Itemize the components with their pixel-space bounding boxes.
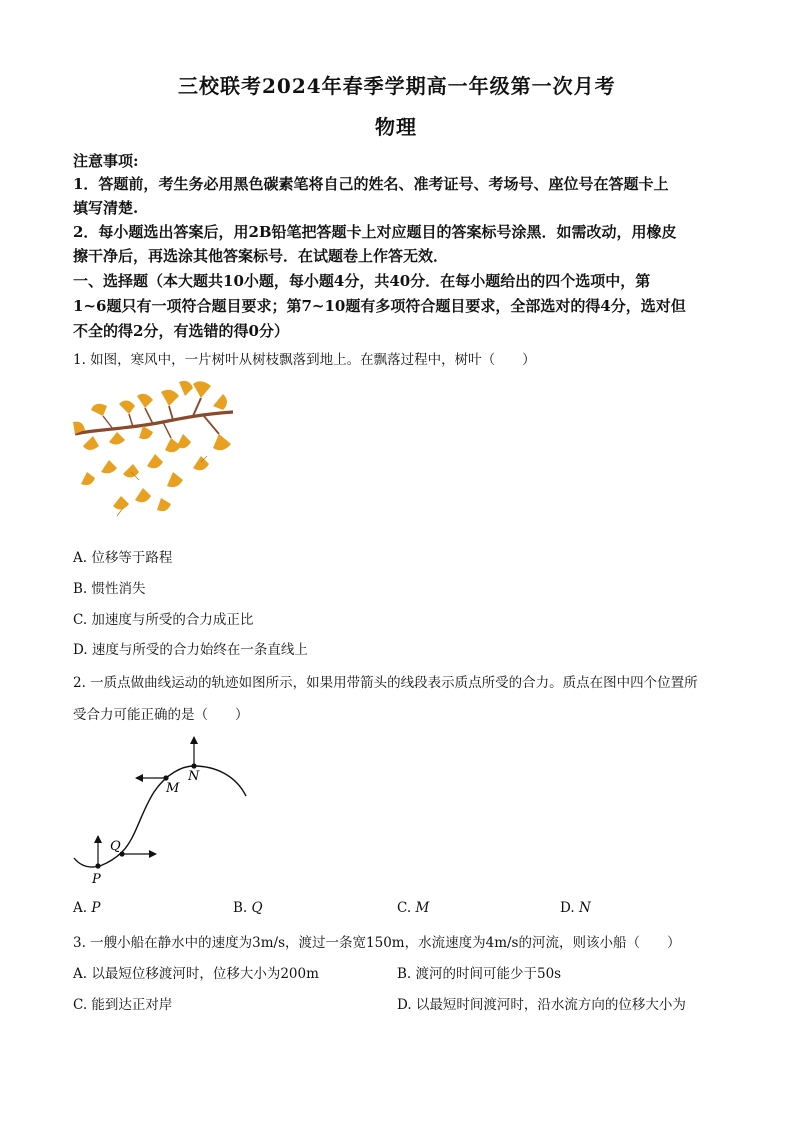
q3-option-d: D. 以最短时间渡河时，沿水流方向的位移大小为 xyxy=(397,997,686,1013)
q1-option-b: B. 惯性消失 xyxy=(73,581,146,597)
label-m: M xyxy=(166,781,180,796)
q2-option-d: D. N xyxy=(560,900,591,916)
section-1-line-1: 一、选择题（本大题共10小题，每小题4分，共40分．在每小题给出的四个选项中，第 xyxy=(73,272,651,290)
notice-item-1-line-1: 1．答题前，考生务必用黑色碳素笔将自己的姓名、准考证号、考场号、座位号在答题卡上 xyxy=(73,175,669,193)
notice-item-2-line-2: 擦干净后，再选涂其他答案标号．在试题卷上作答无效． xyxy=(73,247,449,265)
q1-option-c: C. 加速度与所受的合力成正比 xyxy=(73,612,254,628)
q2-stem-line-1: 2. 一质点做曲线运动的轨迹如图所示，如果用带箭头的线段表示质点所受的合力。质点在图中四个位置所 xyxy=(73,675,698,691)
notice-item-2-line-1: 2．每小题选出答案后，用2B铅笔把答题卡上对应题目的答案标号涂黑．如需改动，用橡皮 xyxy=(73,223,677,241)
section-1-line-2: 1~6题只有一项符合题目要求；第7~10题有多项符合题目要求，全部选对的得4分，选对但 xyxy=(73,297,686,315)
q2-option-b: B. Q xyxy=(233,900,263,916)
q3-option-b: B. 渡河的时间可能少于50s xyxy=(397,966,562,982)
subject-title: 物理 xyxy=(375,115,417,139)
q2-option-c: C. M xyxy=(397,900,430,916)
notice-heading: 注意事项: xyxy=(73,152,139,170)
q3-option-c: C. 能到达正对岸 xyxy=(73,997,173,1013)
label-n: N xyxy=(188,769,200,784)
section-1-line-3: 不全的得2分，有选错的得0分） xyxy=(73,322,289,340)
q1-option-a: A. 位移等于路程 xyxy=(73,550,173,566)
exam-title: 三校联考2024年春季学期高一年级第一次月考 xyxy=(178,74,616,98)
q3-option-a: A. 以最短位移渡河时，位移大小为200m xyxy=(73,966,319,982)
label-p: P xyxy=(92,872,101,887)
q2-option-a: A. P xyxy=(73,900,101,916)
label-q: Q xyxy=(110,839,121,854)
trajectory-curve xyxy=(74,766,246,867)
q1-stem: 1. 如图，寒风中，一片树叶从树枝飘落到地上。在飘落过程中，树叶（ ） xyxy=(73,352,536,368)
ginkgo-leaves-image xyxy=(73,376,235,526)
q1-option-d: D. 速度与所受的合力始终在一条直线上 xyxy=(73,642,308,658)
q3-stem: 3. 一艘小船在静水中的速度为3m/s，渡过一条宽150m，水流速度为4m/s的河流，则该小船（ ） xyxy=(73,935,681,951)
q2-stem-line-2: 受合力可能正确的是（ ） xyxy=(73,707,249,723)
trajectory-diagram xyxy=(70,734,255,888)
notice-item-1-line-2: 填写清楚. xyxy=(73,199,139,217)
